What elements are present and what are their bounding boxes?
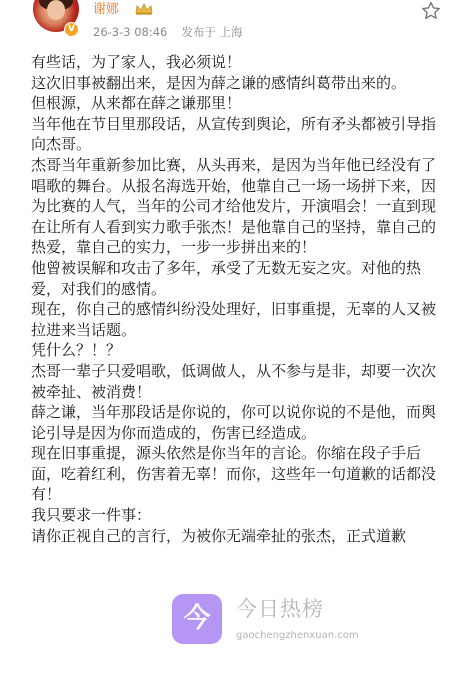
watermark-title: 今日热榜 — [236, 597, 324, 621]
username[interactable]: 谢娜 — [93, 2, 120, 17]
post-location: 发布于 上海 — [181, 25, 243, 39]
watermark — [172, 592, 392, 648]
post-paragraph: 他曾被误解和攻击了多年，承受了无数无妄之灾。对他的热爱，对我们的感情。 — [31, 258, 422, 298]
post-paragraph: 但根源，从来都在薛之谦那里！ — [31, 94, 242, 113]
post-paragraph: 薛之谦，当年那段话是你说的，你可以说你说的不是他，而舆论引导是因为你而造成的，伤害已经造成。 — [31, 403, 437, 442]
watermark-url: gaochengzhenxuan.com — [236, 630, 359, 641]
post-paragraph: 杰哥当年重新参加比赛，从头再来，是因为当年他已经没有了唱歌的舞台。从报名海选开始，他靠自己一场一场拼下来，因为比赛的人气，当年的公司才给他发片，开演唱会！一直到现在让所有人看到实力歌手张杰！是他靠自己的坚持，靠自己的热爱，靠自己的实力，一步一步拼出来的！ — [31, 155, 437, 257]
post-paragraph: 当年他在节目里那段话，从宣传到舆论，所有矛头都被引导指向杰哥。 — [31, 114, 437, 154]
post-paragraph: 现在旧事重提，源头依然是你当年的言论。你缩在段子手后面，吃着红利，伤害着无辜！而你，这些年一句道歉的话都没有！ — [31, 444, 437, 504]
post-paragraph: 现在，你自己的感情纠纷没处理好，旧事重提，无辜的人又被拉进来当话题。 — [31, 300, 437, 339]
post-paragraph: 凭什么？！？ — [31, 341, 122, 360]
post-meta — [93, 25, 243, 39]
post-body — [31, 52, 443, 546]
post-header — [0, 0, 458, 48]
watermark-logo-icon: 今 — [172, 594, 222, 644]
post-timestamp: 26-3-3 08:46 — [93, 25, 168, 39]
post-paragraph: 请你正视自己的言行，为被你无端牵扯的张杰，正式道歉 — [31, 526, 407, 545]
star-icon[interactable] — [420, 0, 442, 22]
avatar-face — [47, 0, 65, 20]
post-paragraph: 杰哥一辈子只爱唱歌，低调做人，从不参与是非，却要一次次被牵扯、被消费！ — [31, 361, 437, 401]
verified-badge-icon: V — [64, 22, 79, 37]
post-paragraph: 有些话，为了家人，我必须说！ — [31, 53, 242, 71]
post-paragraph: 我只要求一件事： — [31, 506, 152, 525]
post-paragraph: 这次旧事被翻出来，是因为薛之谦的感情纠葛带出来的。 — [31, 73, 407, 92]
crown-icon — [134, 3, 154, 15]
